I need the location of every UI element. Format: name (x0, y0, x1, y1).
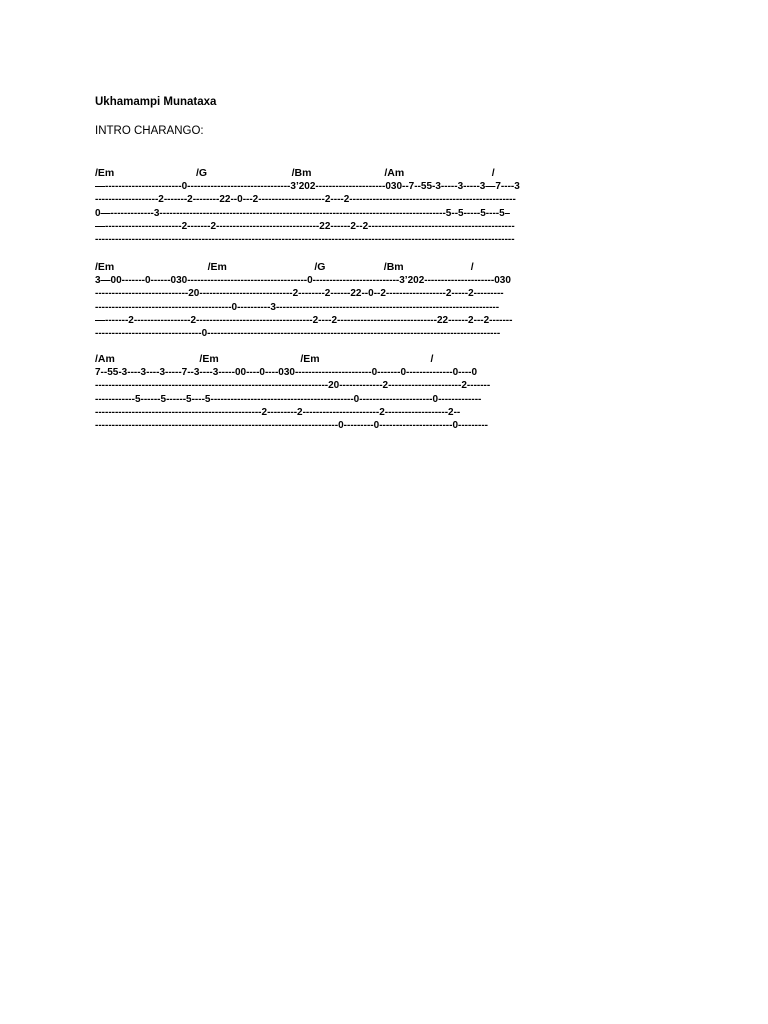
tab-string-line: —-------2-----------------2-----------------------------------2----2------------------------------22------2---2------- (95, 314, 513, 326)
page-title: Ukhamampi Munataxa (95, 96, 217, 108)
tab-string-line: 3—00-------0------030------------------------------------0--------------------------3’202---------------------030 (95, 275, 511, 286)
tab-string-line: -----------------------------------------0----------3------------------------------------------------------------------- (95, 301, 500, 313)
tab-string-line: ------------------------------------------------------------------------------------------------------------------------------ (95, 234, 515, 246)
chord-line: /Em /Em /G /Bm / (95, 261, 474, 273)
tab-string-line: ----------------------------20----------------------------2--------2------22--0--2------------------2-----2--------- (95, 288, 504, 300)
tab-string-line: 0—-------------3--------------------------------------------------------------------------------------5--5-----5----5– (95, 207, 511, 219)
tab-stanza (95, 166, 680, 246)
chord-line: /Em /G /Bm /Am / (95, 167, 495, 179)
section-heading: INTRO CHARANGO: (95, 125, 204, 137)
chord-line: /Am /Em /Em / (95, 353, 434, 365)
tab-string-line: 7--55-3----3----3-----7--3----3-----00----0----030-----------------------0-------0--------------0----0 (95, 367, 478, 378)
tab-string-line: --------------------------------------------------2---------2-----------------------2-------------------2-- (95, 406, 461, 418)
tab-string-line: ----------------------------------------------------------------------20-------------2----------------------2------- (95, 380, 491, 392)
tab-string-line: —-----------------------0-------------------------------3’202---------------------030--7--55-3-----3-----3—7----3 (95, 181, 520, 192)
tab-string-line: ------------5------5------5----5-------------------------------------------0----------------------0------------- (95, 393, 482, 405)
tab-string-line: —-----------------------2-------2-------------------------------22------2--2-------------------------------------------- (95, 220, 515, 232)
tab-stanza (95, 260, 651, 340)
tab-string-line: --------------------------------0---------------------------------------------------------------------------------------- (95, 328, 501, 340)
tab-string-line: -------------------------------------------------------------------------0---------0----------------------0--------- (95, 420, 488, 432)
tab-string-line: -------------------2-------2--------22--0---2--------------------2----2-------------------------------------------------- (95, 194, 516, 206)
tab-stanza (95, 352, 607, 432)
